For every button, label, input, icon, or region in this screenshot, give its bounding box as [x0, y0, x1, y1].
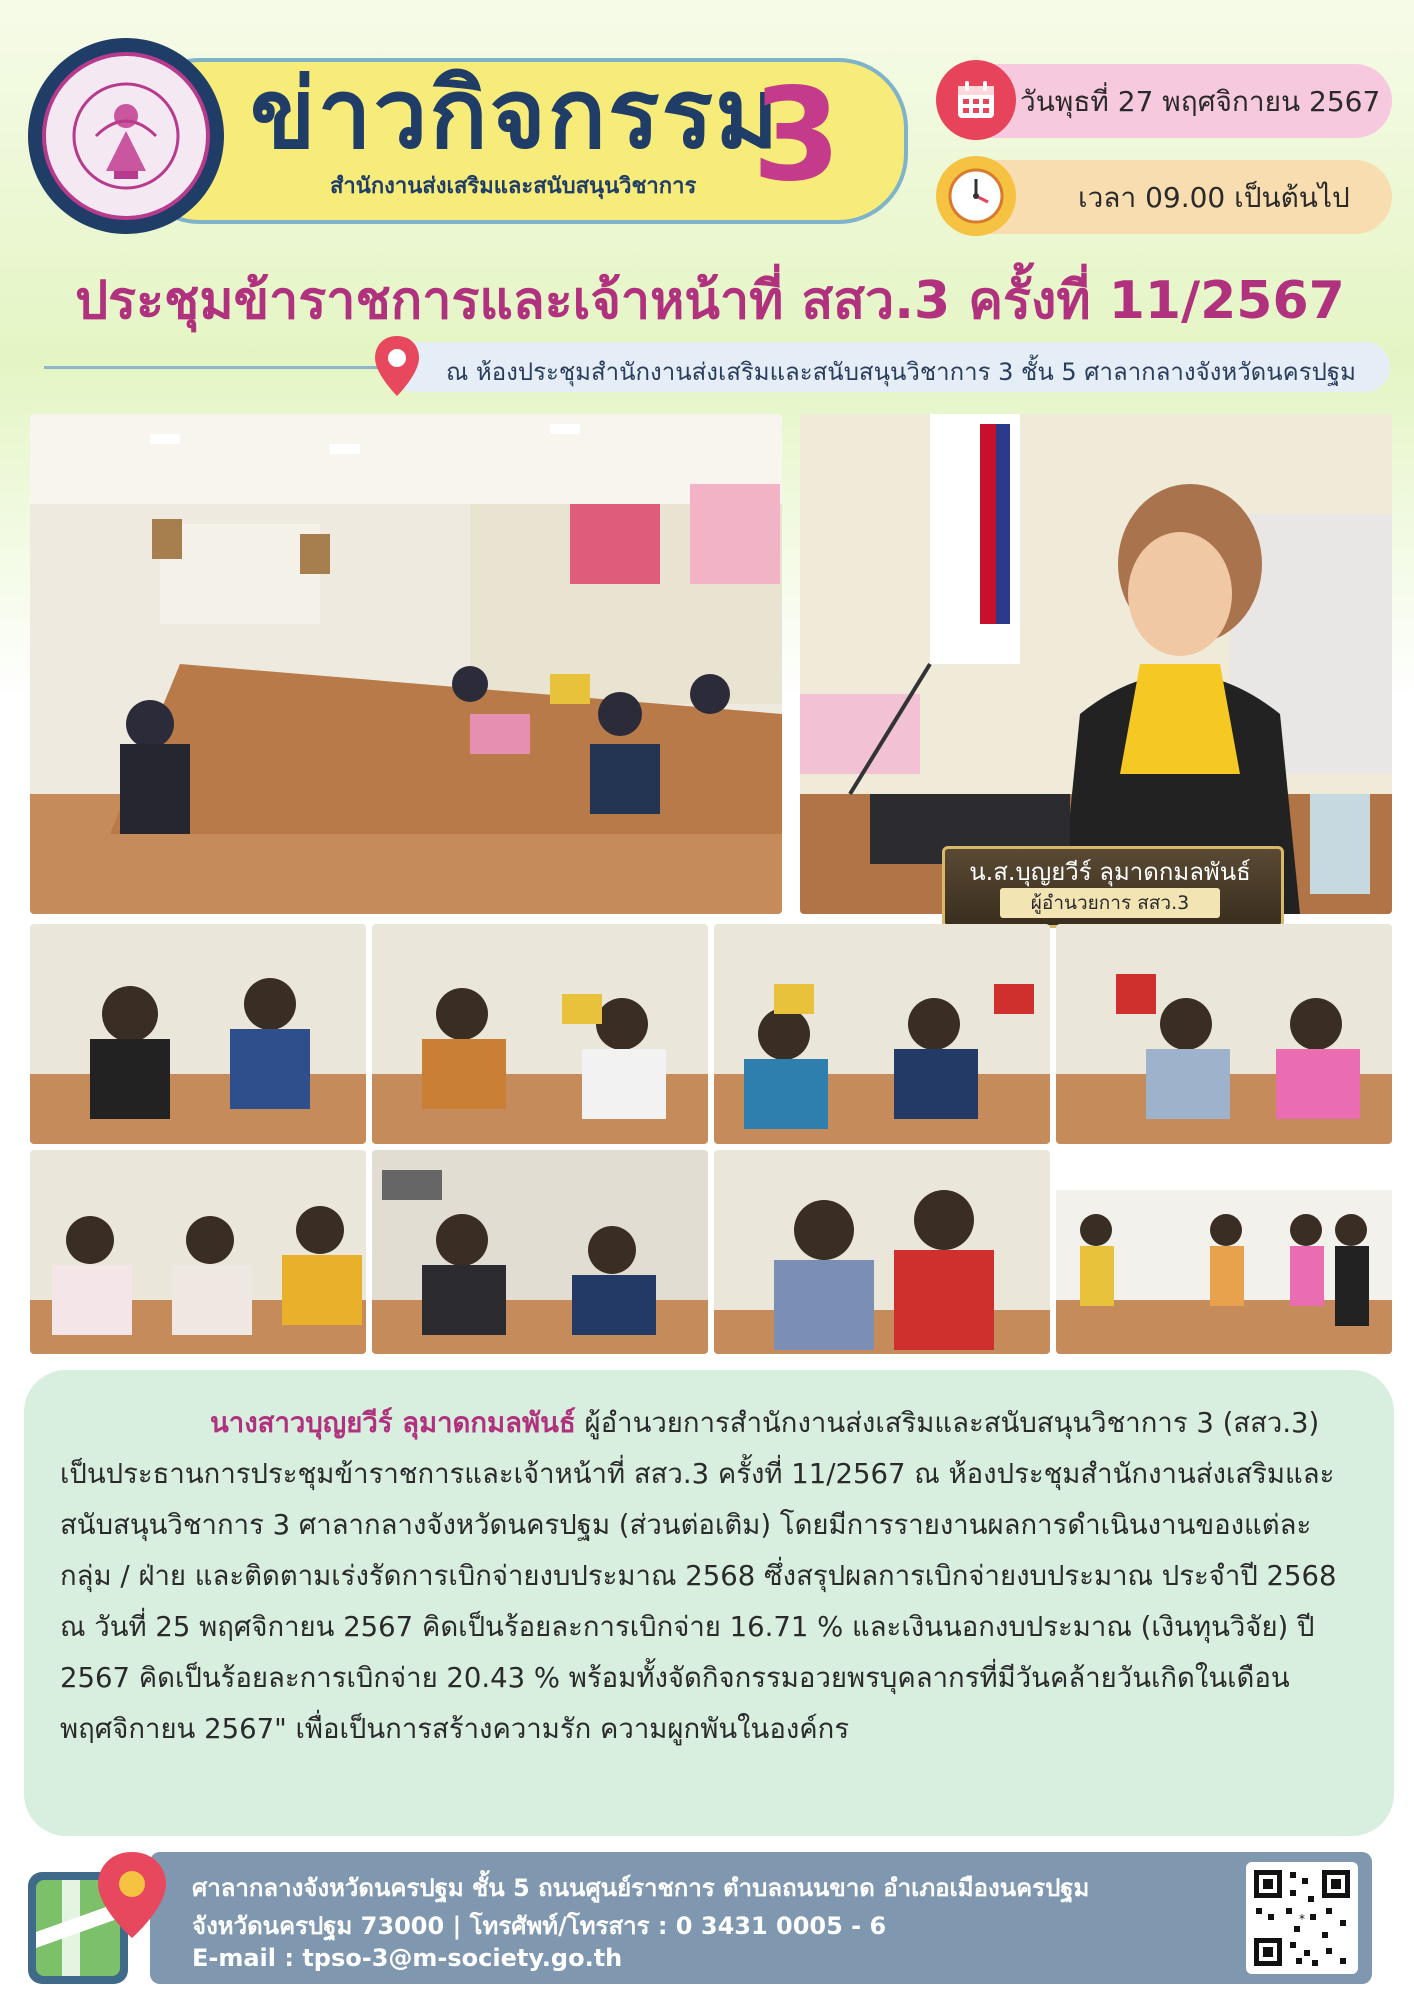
meeting-photo-5 [1056, 924, 1392, 1144]
calendar-icon [936, 60, 1016, 140]
director-name: น.ส.บุญยวีร์ ลุมาดกมลพันธ์ [969, 858, 1251, 886]
director-photo [800, 414, 1392, 914]
footer-email[interactable]: E-mail : tpso-3@m-society.go.th [192, 1944, 623, 1972]
svg-text:*: * [1299, 1912, 1305, 1926]
article-text [60, 1398, 1360, 1755]
main-title: ประชุมข้าราชการและเจ้าหน้าที่ สสว.3 ครั้งที่ 11/2567 [75, 271, 1345, 331]
news-number: 3 [752, 61, 842, 210]
meeting-photo-2 [30, 924, 366, 1144]
meeting-photo-6 [30, 1150, 366, 1354]
event-time: เวลา 09.00 เป็นต้นไป [1078, 181, 1350, 214]
director-role: ผู้อำนวยการ สสว.3 [1000, 888, 1220, 918]
news-subtitle: สำนักงานส่งเสริมและสนับสนุนวิชาการ [330, 174, 697, 199]
location-text: ณ ห้องประชุมสำนักงานส่งเสริมและสนับสนุนวิชาการ 3 ชั้น 5 ศาลากลางจังหวัดนครปฐม [446, 358, 1356, 386]
article-body: ผู้อำนวยการสำนักงานส่งเสริมและสนับสนุนวิชาการ 3 (สสว.3) เป็นประธานการประชุมข้าราชการและเจ้าหน้าที่ สสว.3 ครั้งที่ 11/2567 ณ ห้องประชุมสำนักงานส่งเสริมและสนับสนุนวิชาการ 3 ศาลากลางจังหวัดนครปฐม (ส่วนต่อเติม) โดยมีการรายงานผลการดำเนินงานของแต่ละกลุ่ม / ฝ่าย และติดตามเร่งรัดการเบิกจ่ายงบประมาณ 2568 ซึ่งสรุปผลการเบิกจ่ายงบประมาณ ประจำปี 2568 ณ วันที่ 25 พฤศจิกายน 2567 คิดเป็นร้อยละการเบิกจ่าย 16.71 % และเงินนอกงบประมาณ (เงินทุนวิจัย) ปี 2567 คิดเป็นร้อยละการเบิกจ่าย 20.43 % พร้อมทั้งจัดกิจกรรมอวยพรบุคลากรที่มีวันคล้ายวันเกิดในเดือนพฤศจิกายน 2567" เพื่อเป็นการสร้างความรัก ความผูกพันในองค์กร [60, 1407, 1337, 1745]
clock-icon [936, 156, 1016, 236]
meeting-photo-4 [714, 924, 1050, 1144]
map-pin-icon [22, 1842, 172, 1996]
article-person-name: นางสาวบุญยวีร์ ลุมาดกมลพันธ์ [210, 1407, 576, 1439]
birthday-photo [1056, 1150, 1392, 1354]
meeting-photo-3 [372, 924, 708, 1144]
event-date: วันพุธที่ 27 พฤศจิกายน 2567 [1020, 85, 1381, 118]
footer-address: ศาลากลางจังหวัดนครปฐม ชั้น 5 ถนนศูนย์ราชการ ตำบลถนนขาด อำเภอเมืองนครปฐม [192, 1874, 1090, 1902]
agency-seal-icon [28, 38, 224, 234]
meeting-room-photo [30, 414, 782, 914]
location-pin-icon [372, 334, 422, 404]
qr-code-icon[interactable] [1246, 1862, 1358, 1974]
meeting-photo-7 [372, 1150, 708, 1354]
footer-contact: จังหวัดนครปฐม 73000 | โทรศัพท์/โทรสาร : 0 3431 0005 - 6 [192, 1912, 887, 1940]
news-title: ข่าวกิจกรรม [250, 58, 781, 170]
meeting-photo-8 [714, 1150, 1050, 1354]
location-divider [44, 366, 384, 369]
